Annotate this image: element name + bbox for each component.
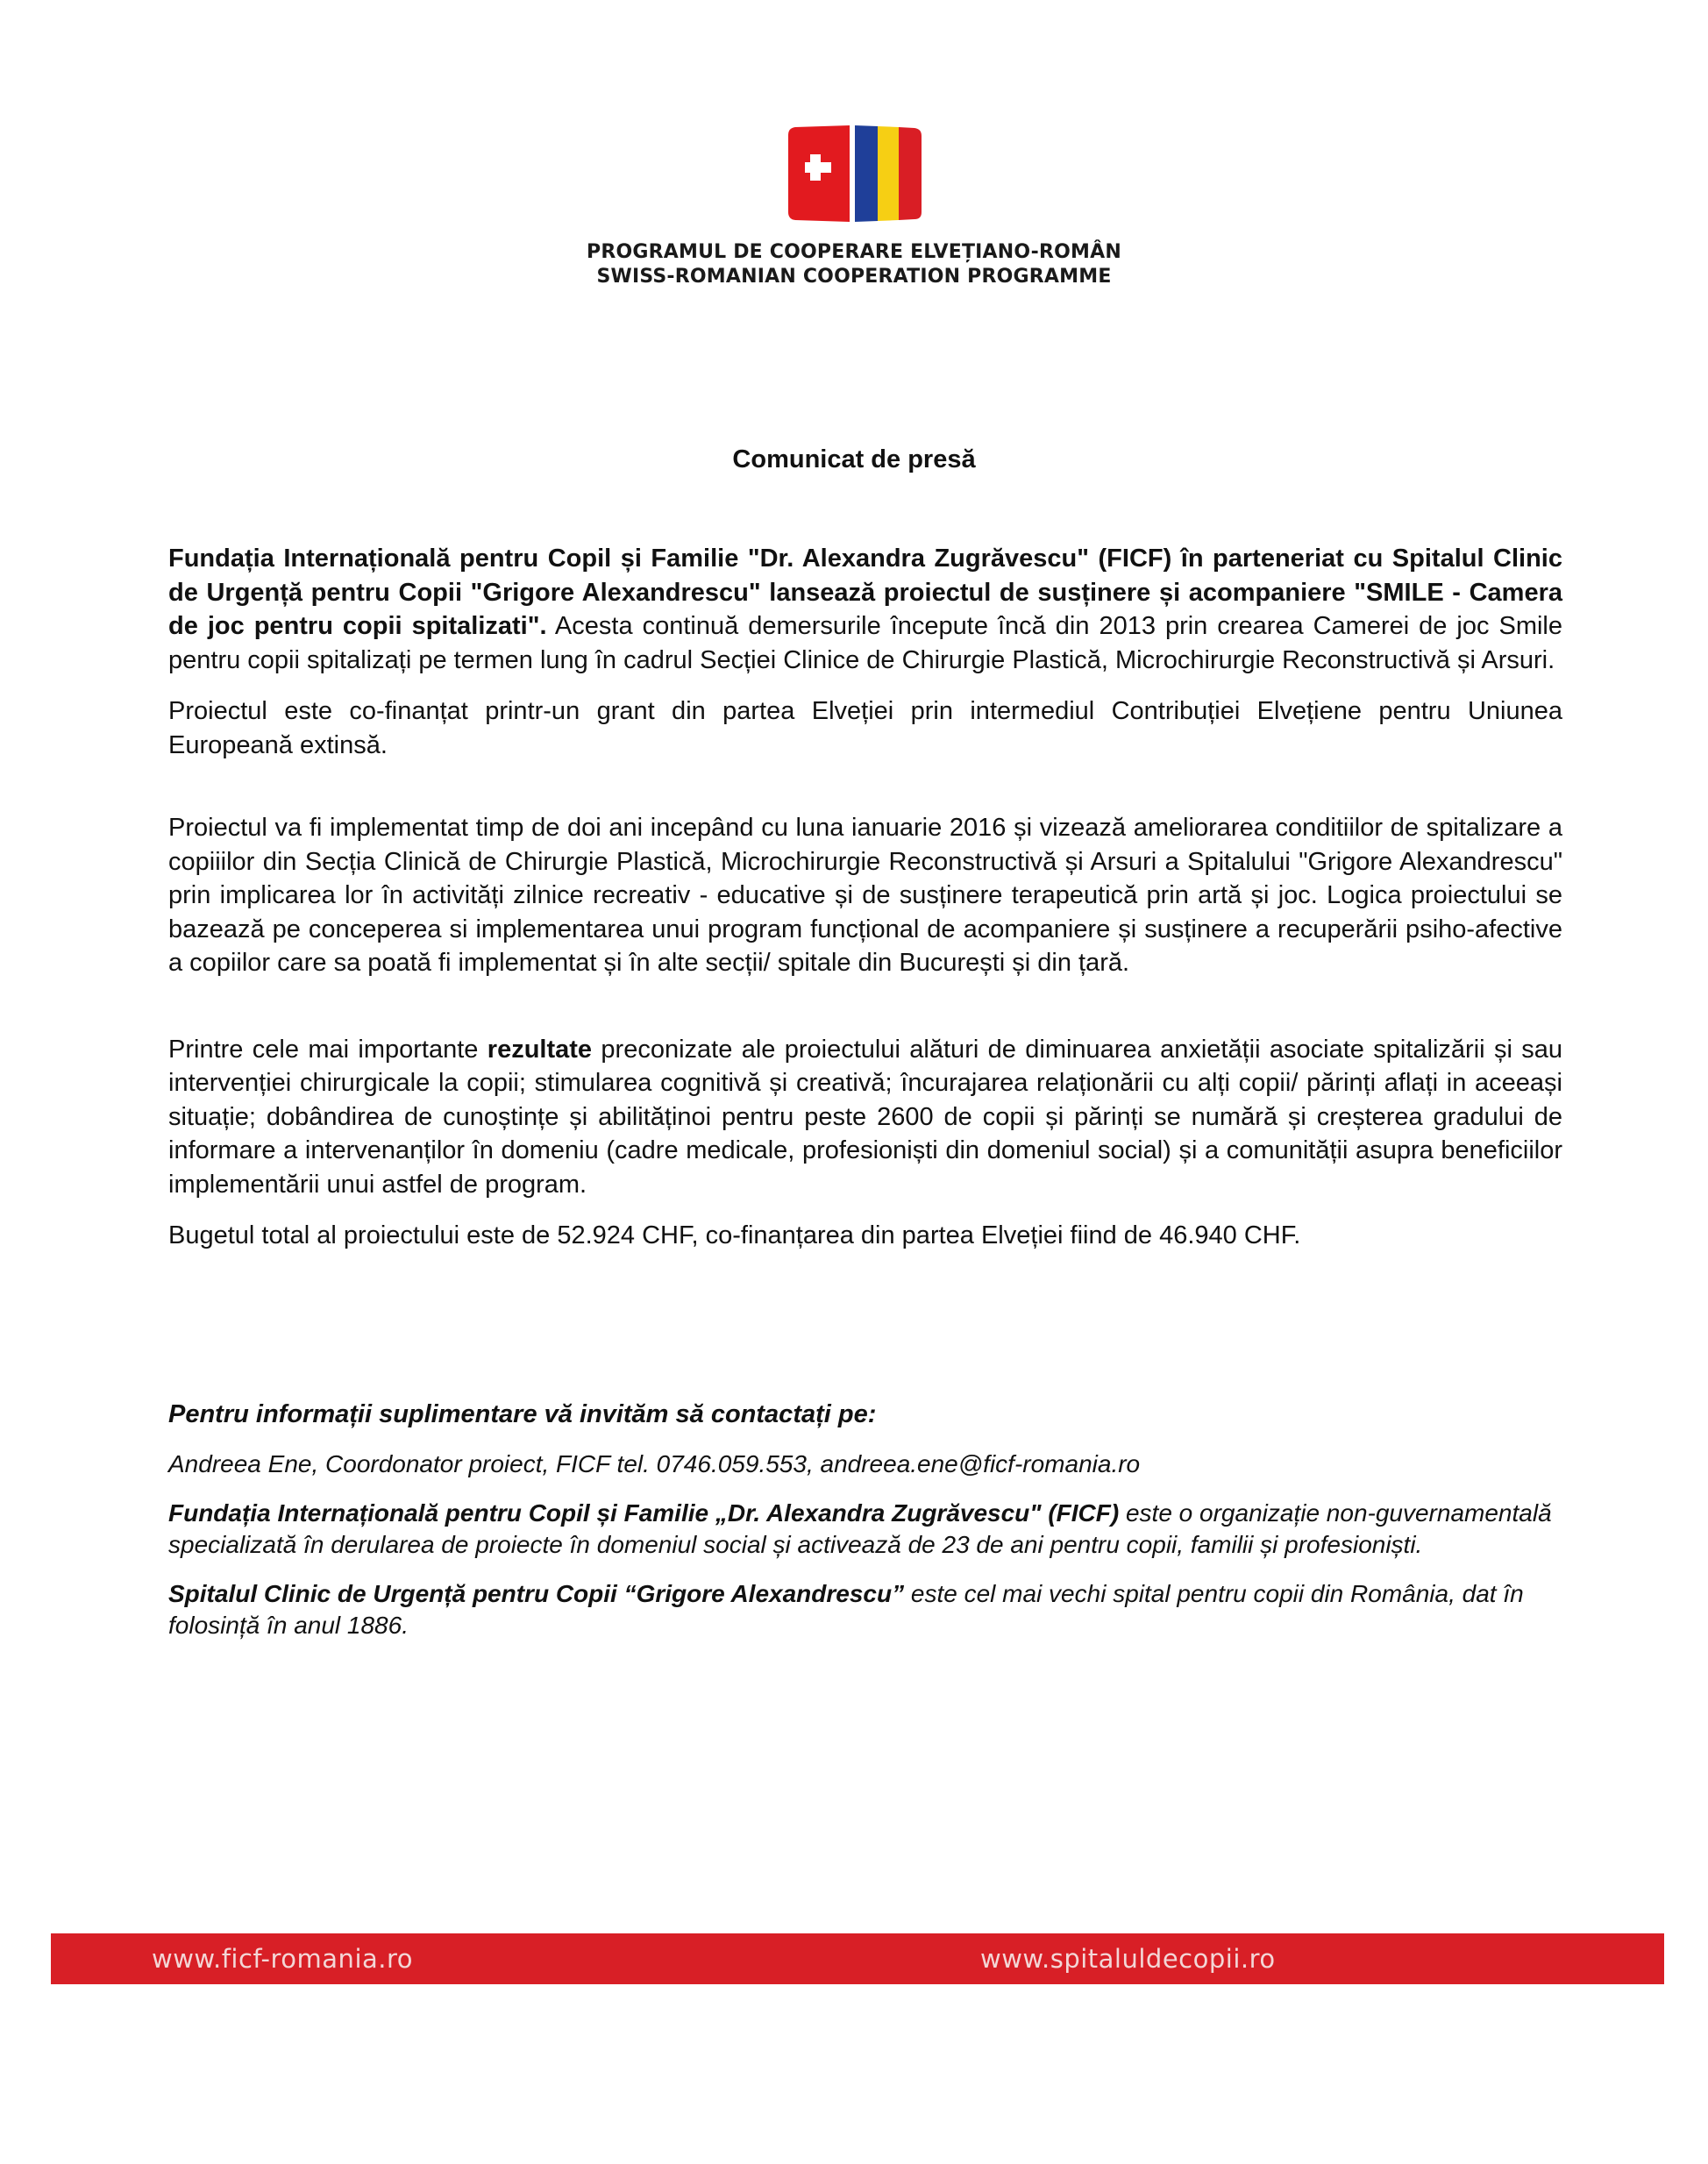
document-body — [168, 542, 1562, 1641]
swiss-romanian-flag-logo-icon — [779, 123, 929, 226]
contact-heading: Pentru informații suplimentare vă invităm să contactați pe: — [168, 1399, 877, 1428]
hospital-description — [168, 1578, 1562, 1641]
results-text-start: Printre cele mai importante — [168, 1035, 487, 1064]
paragraph-results — [168, 1033, 1562, 1202]
ficf-description-text: este o organizație non-guvernamentală specializată în derularea de proiecte în domeniul social și activează de 23 de ani pentru copii, familii și profesioniști. — [168, 1499, 1552, 1558]
hospital-name: Spitalul Clinic de Urgență pentru Copii “Grigore Alexandrescu” — [168, 1580, 905, 1607]
footer-link-hospital[interactable]: www.spitaluldecopii.ro — [980, 1944, 1276, 1974]
results-bold-word: rezultate — [487, 1035, 593, 1064]
footer-link-ficf[interactable]: www.ficf-romania.ro — [152, 1944, 414, 1974]
intro-bold-text: Fundația Internațională pentru Copil și Familie "Dr. Alexandra Zugrăvescu" (FICF) în parteneriat cu Spitalul Clinic de Urgență pentru Copii "Grigore Alexandrescu" lansează proiectul de susținere și acompaniere "SMILE - Camera de joc pentru copii spitalizati". — [168, 545, 1562, 640]
program-name-en: SWISS-ROMANIAN COOPERATION PROGRAMME — [596, 266, 1112, 288]
intro-rest-text: Acesta continuă demersurile începute încă din 2013 prin crearea Camerei de joc Smile pentru copii spitalizați pe termen lung în cadrul Secției Clinice de Chirurgie Plastică, Microchirurgie Reconstructivă și Arsuri. — [168, 612, 1563, 674]
paragraph-funding: Proiectul este co-finanțat printr-un grant din partea Elveției prin intermediul Contribuției Elvețiene pentru Uniunea Europeană extinsă. — [168, 697, 1562, 759]
contact-section — [168, 1398, 1562, 1642]
program-name-ro: PROGRAMUL DE COOPERARE ELVEȚIANO-ROMÂN — [587, 241, 1121, 263]
ficf-description — [168, 1498, 1562, 1561]
hospital-description-text: este cel mai vechi spital pentru copii din România, dat în folosință în anul 1886. — [168, 1580, 1524, 1639]
ficf-name: Fundația Internațională pentru Copil și Familie „Dr. Alexandra Zugrăvescu" (FICF) — [168, 1499, 1120, 1527]
page-title: Comunicat de presă — [732, 445, 976, 473]
footer-bar — [51, 1933, 1664, 1984]
document-header — [0, 123, 1708, 289]
results-text-end: preconizate ale proiectului alături de diminuarea anxietății asociate spitalizării și sau intervenției chirurgicale la copii; stimularea cognitivă și creativă; încurajarea relaționării cu alți copii/ părinți aflați in aceeași situație; dobândirea de cunoștințe și abilităținoi pentru peste 2600 de copii și părinți se numără și creșterea gradului de informare a intervenanților în domeniu (cadre medicale, profesioniști din domeniul social) și a comunității asupra beneficiilor implementării unui astfel de program. — [168, 1035, 1563, 1199]
paragraph-implementation: Proiectul va fi implementat timp de doi ani incepând cu luna ianuarie 2016 și vizează ameliorarea conditiilor de spitalizare a copiiilor din Secția Clinică de Chirurgie Plastică, Microchirurgie Reconstructivă și Arsuri a Spitalului "Grigore Alexandrescu" prin implicarea lor în activități zilnice recreativ - educative și de susținere terapeutică prin artă și joc. Logica proiectului se bazează pe conceperea si implementarea unui program funcțional de acompaniere și susținere a recuperării psiho-afective a copiilor care sa poată fi implementat și în alte secții/ spitale din București și din țară. — [168, 814, 1562, 977]
contact-person: Andreea Ene, Coordonator proiect, FICF tel. 0746.059.553, andreea.ene@ficf-romania.ro — [168, 1450, 1141, 1477]
paragraph-budget: Bugetul total al proiectului este de 52.924 CHF, co-finanțarea din partea Elveției fiind de 46.940 CHF. — [168, 1221, 1301, 1249]
paragraph-intro — [168, 542, 1562, 677]
